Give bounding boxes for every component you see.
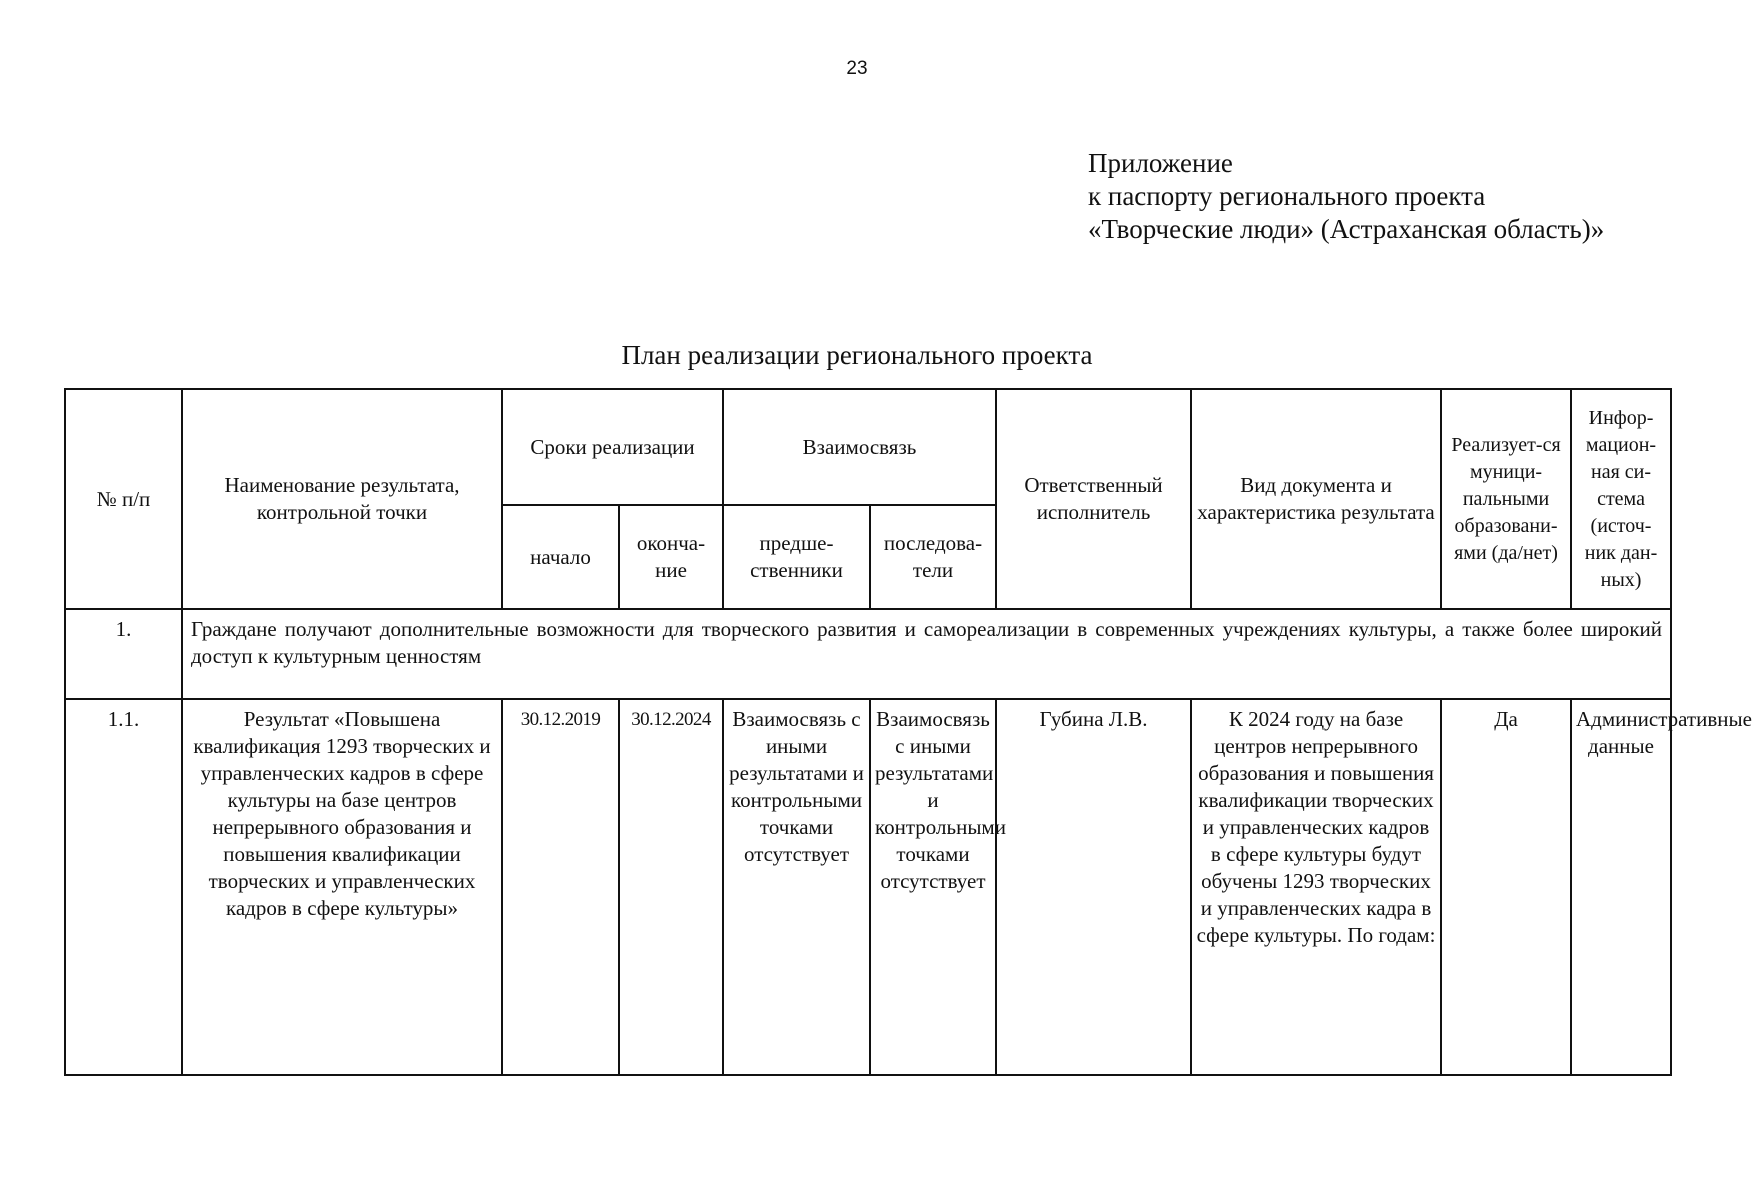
appendix-heading	[1088, 147, 1604, 246]
row-2-info-system: Административные данные	[1571, 699, 1671, 1075]
appendix-line-3: «Творческие люди» (Астраханская область)»	[1088, 214, 1605, 244]
table-title: План реализации регионального проекта	[621, 340, 1093, 370]
page-number: 23	[846, 58, 868, 79]
row-2-predecessors: Взаимосвязь с иными результатами и контрольными точками отсутствует	[723, 699, 870, 1075]
row-2-doc-type: К 2024 году на базе центров непрерывного образования и повышения квалификации творческих и управленческих кадров в сфере культуры будут обучены 1293 творческих и управленческих кадра в сфере культуры. По годам:	[1191, 699, 1441, 1075]
row-2-end-date: 30.12.2024	[619, 699, 723, 1075]
header-doc-type: Вид документа и характеристика результата	[1191, 389, 1441, 609]
header-info-system: Инфор-мацион-ная си-стема (источ-ник дан-ных)	[1571, 389, 1671, 609]
appendix-line-2: к паспорту регионального проекта	[1088, 181, 1486, 211]
row-2-municipal: Да	[1441, 699, 1571, 1075]
implementation-plan-table	[64, 388, 1752, 1076]
row-1-goal-text: Граждане получают дополнительные возможности для творческого развития и самореализации в современных учреждениях культуры, а также более широкий доступ к культурным ценностям	[182, 609, 1671, 699]
header-start: начало	[502, 505, 619, 609]
row-1-num: 1.	[65, 609, 182, 699]
header-municipal: Реализует-ся муници-пальными образовани-ями (да/нет)	[1441, 389, 1571, 609]
header-predecessors: предше-ственники	[723, 505, 870, 609]
header-end: оконча-ние	[619, 505, 723, 609]
header-successors: последова-тели	[870, 505, 996, 609]
header-row-1	[65, 389, 1671, 505]
row-2-start-date: 30.12.2019	[502, 699, 619, 1075]
header-responsible: Ответственный исполнитель	[996, 389, 1191, 609]
header-num: № п/п	[65, 389, 182, 609]
header-link: Взаимосвязь	[723, 389, 996, 505]
table-row	[65, 609, 1671, 699]
row-2-num: 1.1.	[65, 699, 182, 1075]
row-2-name: Результат «Повышена квалификация 1293 творческих и управленческих кадров в сфере культуры на базе центров непрерывного образования и повышения квалификации творческих и управленческих кадров в сфере культуры»	[182, 699, 502, 1075]
appendix-line-1: Приложение	[1088, 148, 1233, 178]
row-2-responsible: Губина Л.В.	[996, 699, 1191, 1075]
header-terms: Сроки реализации	[502, 389, 723, 505]
row-2-successors: Взаимосвязь с иными результатами и контрольными точками отсутствует	[870, 699, 996, 1075]
table-row	[65, 699, 1671, 1075]
header-name: Наименование результата, контрольной точки	[182, 389, 502, 609]
